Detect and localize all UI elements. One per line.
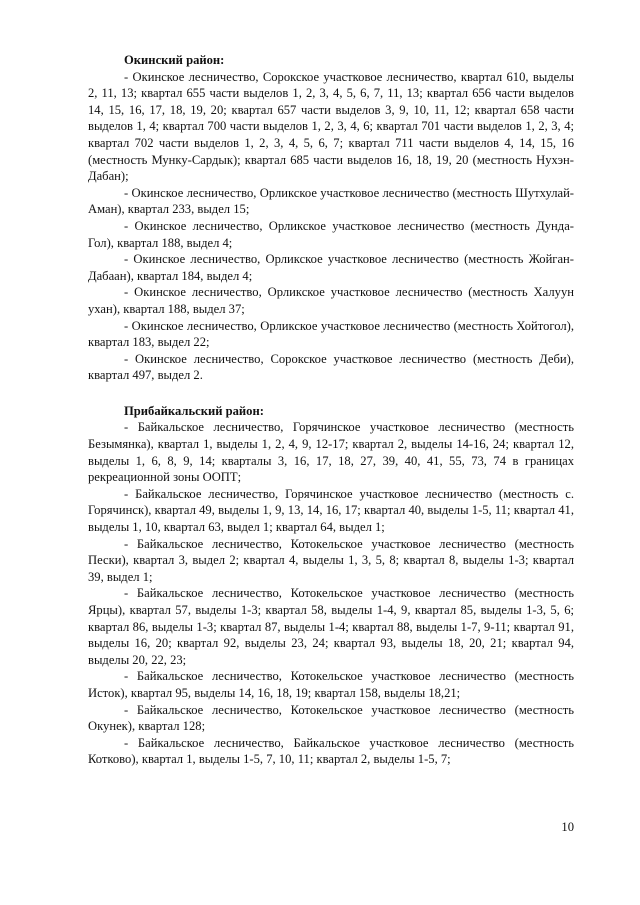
- paragraph: - Байкальское лесничество, Байкальское участковое лесничество (местность Котково), квартал 1, выделы 1-5, 7, 10, 11; квартал 2, выделы 1-5, 7;: [88, 735, 574, 767]
- paragraph: - Байкальское лесничество, Котокельское участковое лесничество (местность Исток), квартал 95, выделы 14, 16, 18, 19; квартал 158, выделы 18,21;: [88, 669, 574, 700]
- paragraph: - Байкальское лесничество, Котокельское участковое лесничество (местность Окунек), квартал 128;: [88, 702, 574, 734]
- paragraph: - Окинское лесничество, Орликское участковое лесничество (местность Жойган-Дабаан), квартал 184, выдел 4;: [88, 252, 574, 283]
- section-heading: Прибайкальский район:: [124, 403, 264, 418]
- paragraph: - Окинское лесничество, Сорокское участковое лесничество (местность Деби), квартал 497, выдел 2.: [88, 351, 574, 383]
- paragraph: - Окинское лесничество, Орликское участковое лесничество (местность Дунда-Гол), квартал 188, выдел 4;: [88, 218, 574, 250]
- section-okinsky: [88, 52, 574, 384]
- paragraph: - Окинское лесничество, Орликское участковое лесничество (местность Шутхулай-Аман), квартал 233, выдел 15;: [88, 185, 574, 217]
- paragraph: - Байкальское лесничество, Котокельское участковое лесничество (местность Ярцы), квартал 57, выделы 1-3; квартал 58, выделы 1-4, 9, квартал 85, выделы 1-3, 5, 6; квартал 86, выделы 1-3; квартал 87, выделы 1-4; квартал 88, выделы 1-7, 9-11; квартал 91, выделы 16, 20; квартал 92, выделы 23, 24; квартал 93, выделы 18, 20, 21; квартал 94, выделы 20, 22, 23;: [88, 586, 574, 667]
- paragraph: - Окинское лесничество, Орликское участковое лесничество (местность Халуун ухан), квартал 188, выдел 37;: [88, 285, 574, 316]
- paragraph: - Окинское лесничество, Орликское участковое лесничество (местность Хойтогол), квартал 183, выдел 22;: [88, 318, 574, 350]
- paragraph: - Окинское лесничество, Сорокское участковое лесничество, квартал 610, выделы 2, 11, 13; квартал 655 части выделов 1, 2, 3, 4, 5, 6, 7, 11, 13; квартал 656 части выделов 14, 15, 16, 17, 18, 19, 20; квартал 657 части выделов 3, 9, 10, 11, 12; квартал 658 части выделов 1, 4; квартал 700 части выделов 1, 2, 3, 4, 6; квартал 701 части выделов 1, 2, 3, 4; квартал 702 части выделов 1, 2, 3, 4, 5, 6, 7; квартал 711 части выделов 4, 14, 15, 16 (местность Мунку-Сардык); квартал 685 части выделов 16, 18, 19, 20 (местность Нухэн-Дабан);: [88, 69, 574, 184]
- page-number: 10: [561, 820, 574, 834]
- paragraph: - Байкальское лесничество, Котокельское участковое лесничество (местность Пески), квартал 3, выдел 2; квартал 4, выделы 1, 3, 5, 8; квартал 8, выделы 1-3; квартал 39, выдел 1;: [88, 536, 574, 584]
- paragraph: - Байкальское лесничество, Горячинское участковое лесничество (местность Безымянка), квартал 1, выделы 1, 2, 4, 9, 12-17; квартал 2, выделы 14-16, 24; квартал 12, выделы 1, 6, 8, 9, 14; кварталы 3, 16, 17, 18, 27, 39, 40, 41, 55, 73, 74 в границах рекреационной зоны ООПТ;: [88, 420, 574, 485]
- document-page: [88, 52, 574, 768]
- section-heading: Окинский район:: [124, 53, 225, 67]
- paragraph: - Байкальское лесничество, Горячинское участковое лесничество (местность с. Горячинск), квартал 49, выделы 1, 9, 13, 14, 16, 17; квартал 40, выделы 1-5, 11; квартал 41, выделы 1, 10, квартал 63, выдел 1; квартал 64, выдел 1;: [88, 486, 574, 535]
- section-pribaikalsky: [88, 403, 574, 768]
